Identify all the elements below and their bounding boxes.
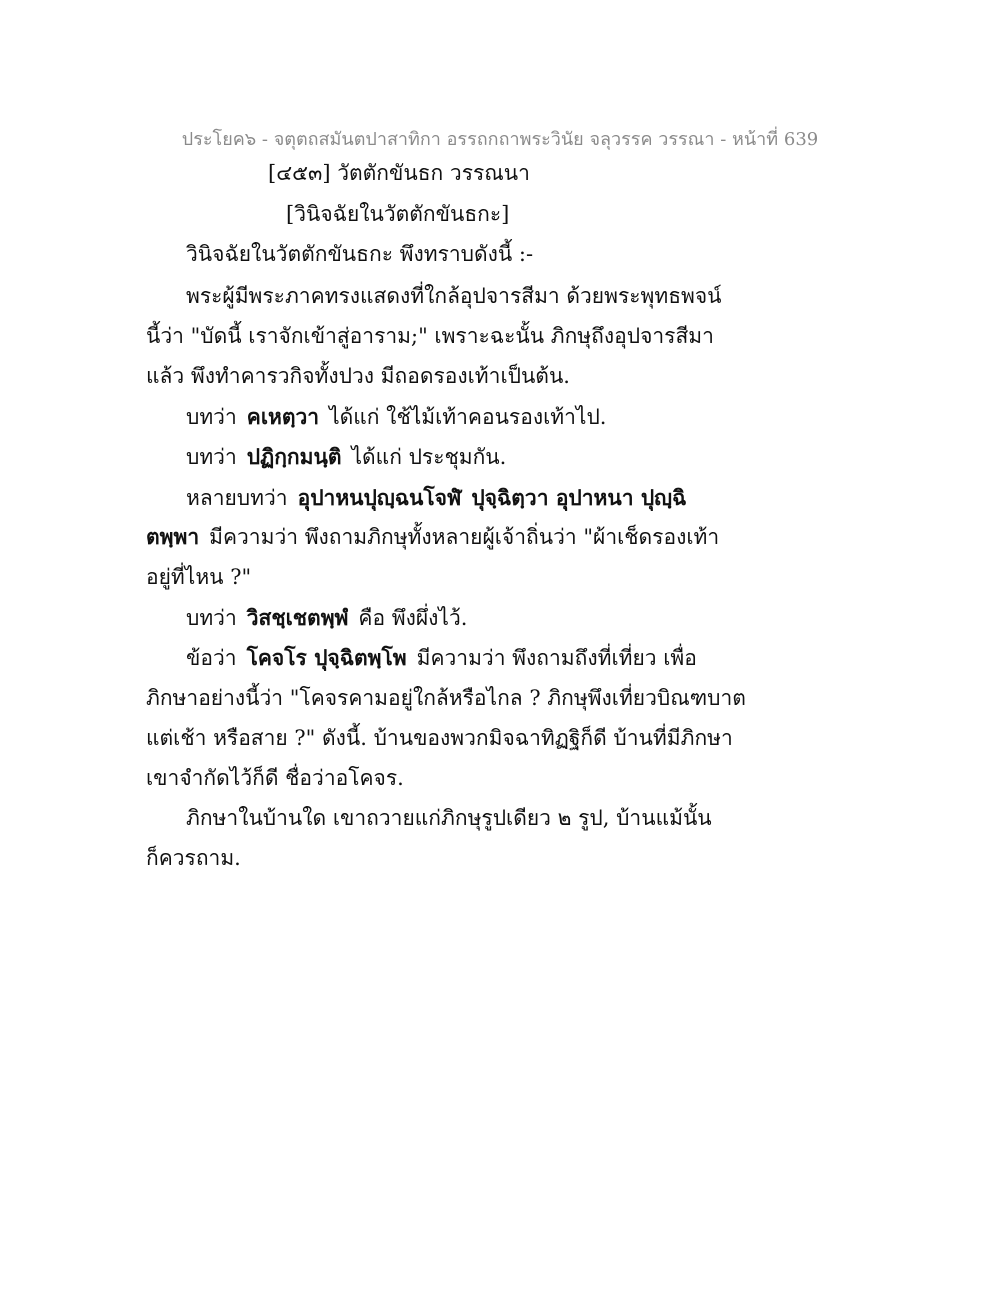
section-title: [๔๕๓] วัตตักขันธก วรรณนา xyxy=(268,161,530,185)
text-run: มีความว่า พึงถามถึงที่เที่ยว เพื่อ xyxy=(416,646,697,670)
pali-term: โคจโร ปุจฺฉิตพฺโพ xyxy=(246,645,407,670)
pali-term: ปฏิกฺกมนฺติ xyxy=(246,444,342,469)
paragraph-line xyxy=(186,643,697,673)
section-subtitle: [วินิจฉัยในวัตตักขันธกะ] xyxy=(286,202,510,226)
text-run: ได้แก่ ใช้ไม้เท้าคอนรองเท้าไป. xyxy=(329,405,607,429)
paragraph-line xyxy=(146,522,719,552)
text-run: ได้แก่ ประชุมกัน. xyxy=(351,445,507,469)
paragraph-line: พระผู้มีพระภาคทรงแสดงที่ใกล้อุปจารสีมา ด้วยพระพุทธพจน์ xyxy=(186,284,722,308)
pali-term: คเหตฺวา xyxy=(246,404,320,429)
paragraph-line: แล้ว พึงทำคารวกิจทั้งปวง มีถอดรองเท้าเป็นต้น. xyxy=(146,364,570,388)
text-run: ข้อว่า xyxy=(186,646,237,670)
pali-term: อุปาหนปุญฺฉนโจฬํ xyxy=(297,485,462,510)
paragraph-line xyxy=(186,483,686,513)
paragraph-line xyxy=(186,402,606,432)
text-run: มีความว่า พึงถามภิกษุทั้งหลายผู้เจ้าถิ่นว่า "ผ้าเช็ดรองเท้า xyxy=(209,525,720,549)
text-run: บทว่า xyxy=(186,445,237,469)
text-run: บทว่า xyxy=(186,606,237,630)
running-header: ประโยค๖ - จตุตถสมันตปาสาทิกา อรรถกถาพระวินัย จลุวรรค วรรณา - หน้าที่ 639 xyxy=(181,129,819,150)
paragraph-line: นี้ว่า "บัดนี้ เราจักเข้าสู่อาราม;" เพราะฉะนั้น ภิกษุถึงอุปจารสีมา xyxy=(146,324,714,348)
paragraph-intro: วินิจฉัยในวัตตักขันธกะ พึงทราบดังนี้ :- xyxy=(186,242,534,266)
text-run: คือ พึงผึ่งไว้. xyxy=(358,606,468,630)
pali-term: วิสชฺเชตพฺพํ xyxy=(246,605,349,630)
paragraph-line: ภิกษาอย่างนี้ว่า "โคจรคามอยู่ใกล้หรือไกล ? ภิกษุพึงเที่ยวบิณฑบาต xyxy=(146,686,746,710)
paragraph-line: ภิกษาในบ้านใด เขาถวายแก่ภิกษุรูปเดียว ๒ รูป, บ้านแม้นั้น xyxy=(186,806,712,830)
paragraph-line xyxy=(186,442,506,472)
pali-term: ตพฺพา xyxy=(146,524,200,549)
paragraph-line: แต่เช้า หรือสาย ?" ดังนี้. บ้านของพวกมิจฉาทิฏฐิก็ดี บ้านที่มีภิกษา xyxy=(146,726,733,750)
paragraph-line xyxy=(186,603,467,633)
paragraph-line: ก็ควรถาม. xyxy=(146,846,241,870)
paragraph-line: อยู่ที่ไหน ?" xyxy=(146,565,252,589)
pali-term: ปุจฺฉิตฺวา อุปาหนา ปุญฺฉิ xyxy=(471,485,687,510)
text-run: หลายบทว่า xyxy=(186,486,288,510)
paragraph-line: เขาจำกัดไว้ก็ดี ชื่อว่าอโคจร. xyxy=(146,766,404,790)
text-run: บทว่า xyxy=(186,405,237,429)
